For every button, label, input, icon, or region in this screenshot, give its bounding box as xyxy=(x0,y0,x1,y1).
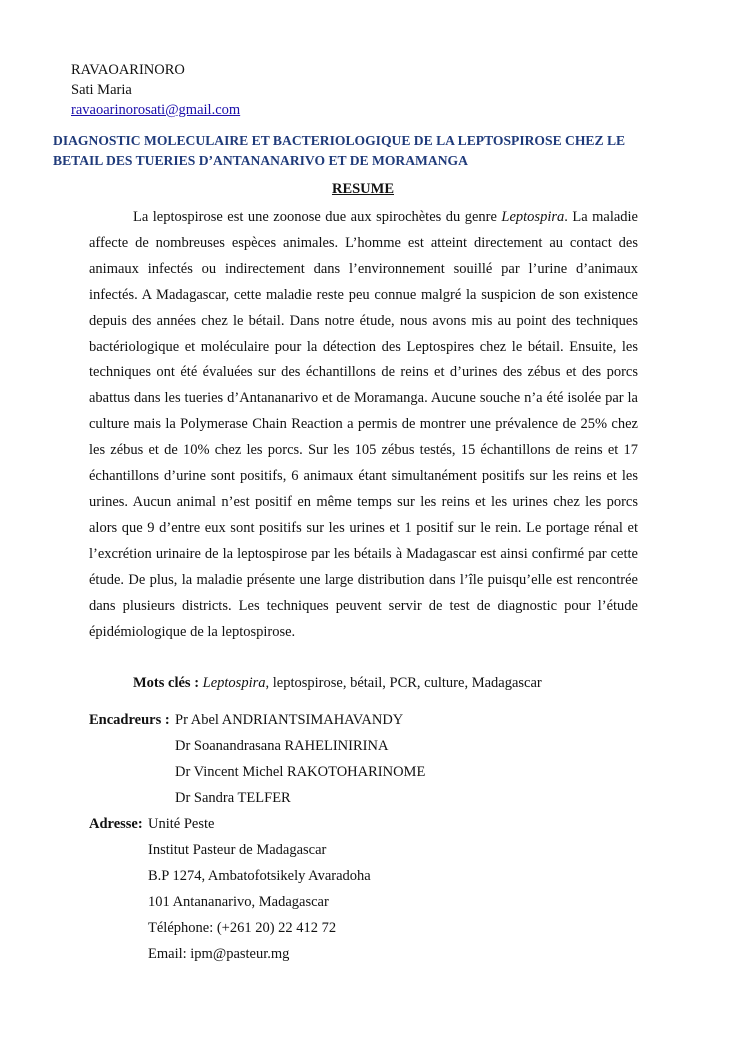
title-line: DIAGNOSTIC MOLECULAIRE ET BACTERIOLOGIQUE DE LA LEPTOSPIROSE CHEZ LE xyxy=(53,133,626,148)
supervisor-name: Dr Sandra TELFER xyxy=(175,790,291,806)
address-label-text: Adresse: xyxy=(89,816,143,832)
author-block xyxy=(71,60,240,120)
address-line: B.P 1274, Ambatofotsikely Avaradoha xyxy=(148,868,371,884)
abstract-genus: Leptospira xyxy=(501,209,565,225)
supervisor-name: Dr Soanandrasana RAHELINIRINA xyxy=(175,738,389,754)
address-line: Unité Peste xyxy=(148,816,215,832)
keywords-line xyxy=(133,673,542,693)
author-email-link[interactable]: ravaoarinorosati@gmail.com xyxy=(71,102,241,118)
title-line: BETAIL DES TUERIES D’ANTANANARIVO ET DE MORAMANGA xyxy=(53,153,468,168)
address-line: Téléphone: (+261 20) 22 412 72 xyxy=(148,920,337,936)
document-title xyxy=(53,131,653,171)
author-last-name: RAVAOARINORO xyxy=(71,62,185,78)
keywords-label: Mots clés : xyxy=(133,675,200,691)
supervisors-label-text: Encadreurs : xyxy=(89,712,170,728)
keywords-rest: , leptospirose, bétail, PCR, culture, Madagascar xyxy=(265,675,542,691)
supervisors-label xyxy=(89,710,170,730)
resume-heading: RESUME xyxy=(331,181,395,197)
address-label xyxy=(89,814,143,834)
supervisor-name: Pr Abel ANDRIANTSIMAHAVANDY xyxy=(175,712,404,728)
abstract-body: . La maladie affecte de nombreuses espèces animales. L’homme est atteint directement au contact des animaux infectés ou indirectement dans l’environnement souillé par l’urine d’animaux infectés. A Madagascar, cette maladie reste peu connue malgré la suspicion de son existence depuis des années chez le bétail. Dans notre étude, nous avons mis au point des techniques bactériologique et moléculaire pour la détection des Leptospires chez le bétail. Ensuite, les techniques ont été évaluées sur des échantillons de reins et d’urines des zébus et des porcs abattus dans les tueries d’Antananarivo et de Moramanga. Aucune souche n’a été isolée par la culture mais la Polymerase Chain Reaction a permis de montrer une prévalence de 25% chez les zébus et de 10% chez les porcs. Sur les 105 zébus testés, 15 échantillons de reins et 17 échantillons d’urine sont positifs, 6 animaux étant simultanément positifs sur les reins et les urines. Aucun animal n’est positif en même temps sur les reins et les urines chez les porcs alors que 9 d’entre eux sont positifs sur les urines et 1 positif sur le rein. Le portage rénal et l’excrétion urinaire de la leptospirose par les bétails à Madagascar est ainsi confirmé par cette étude. De plus, la maladie présente une large distribution dans l’île puisqu’elle est rencontrée dans plusieurs districts. Les techniques peuvent servir de test de diagnostic pour l’étude épidémiologique de la leptospirose. xyxy=(89,209,638,640)
address-line: Institut Pasteur de Madagascar xyxy=(148,842,327,858)
address-line: 101 Antananarivo, Madagascar xyxy=(148,894,329,910)
author-first-name: Sati Maria xyxy=(71,82,132,98)
keywords-genus: Leptospira xyxy=(202,675,266,691)
abstract-intro: La leptospirose est une zoonose due aux spirochètes du genre xyxy=(133,209,502,225)
address-line: Email: ipm@pasteur.mg xyxy=(148,946,290,962)
abstract-paragraph xyxy=(89,205,638,645)
supervisor-name: Dr Vincent Michel RAKOTOHARINOME xyxy=(175,764,426,780)
